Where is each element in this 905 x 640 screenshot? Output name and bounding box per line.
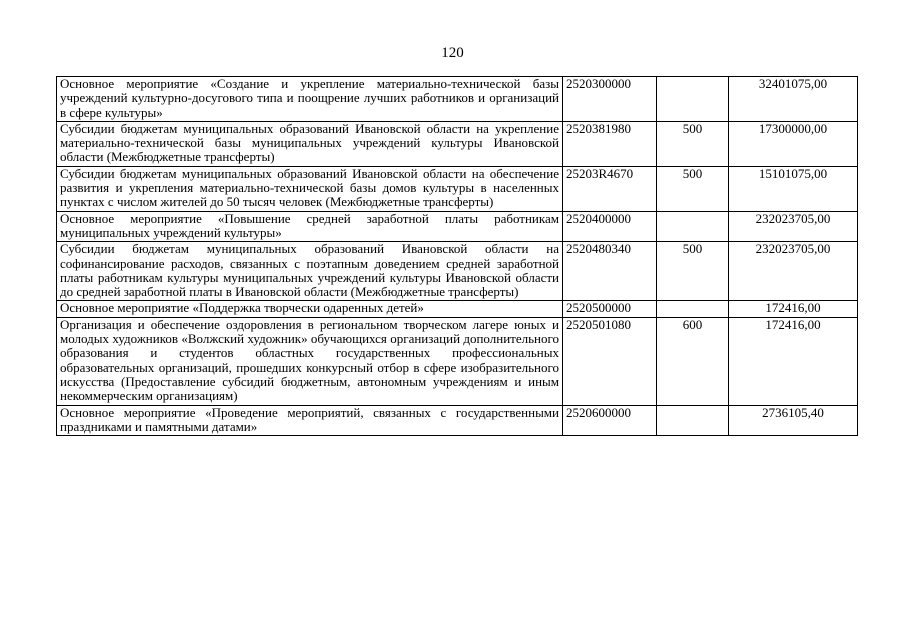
row-amount: 15101075,00 xyxy=(729,166,858,211)
row-type: 500 xyxy=(657,121,729,166)
row-amount: 172416,00 xyxy=(729,317,858,405)
row-name: Основное мероприятие «Проведение мероприятий, связанных с государственными праздниками и памятными датами» xyxy=(57,405,563,436)
row-name: Основное мероприятие «Повышение средней заработной платы работникам муниципальных учреждений культуры» xyxy=(57,211,563,242)
row-name: Субсидии бюджетам муниципальных образований Ивановской области на софинансирование расходов, связанных с поэтапным доведением средней заработной платы работникам культуры муниципальных учреждений культуры Ивановской области до средней заработной платы в Ивановской области (Межбюджетные трансферты) xyxy=(57,242,563,301)
row-amount: 172416,00 xyxy=(729,301,858,317)
table-row xyxy=(57,166,858,211)
row-code: 2520381980 xyxy=(563,121,657,166)
row-amount: 232023705,00 xyxy=(729,242,858,301)
table-row xyxy=(57,405,858,436)
table-row xyxy=(57,121,858,166)
row-type: 500 xyxy=(657,166,729,211)
row-amount: 32401075,00 xyxy=(729,77,858,122)
table-row xyxy=(57,301,858,317)
page-number: 120 xyxy=(441,45,464,61)
row-amount: 2736105,40 xyxy=(729,405,858,436)
row-type xyxy=(657,405,729,436)
row-name: Организация и обеспечение оздоровления в региональном творческом лагере юных и молодых художников «Волжский художник» обучающихся организаций дополнительного образования и студентов областных государственных профессиональных образовательных организаций, прошедших конкурсный отбор в сфере изобразительного искусства (Предоставление субсидий бюджетным, автономным учреждениям и иным некоммерческим организациям) xyxy=(57,317,563,405)
row-amount: 17300000,00 xyxy=(729,121,858,166)
budget-table xyxy=(56,76,858,436)
table-row xyxy=(57,77,858,122)
row-type xyxy=(657,211,729,242)
row-code: 2520400000 xyxy=(563,211,657,242)
row-type xyxy=(657,301,729,317)
row-name: Субсидии бюджетам муниципальных образований Ивановской области на укрепление материально-технической базы муниципальных учреждений культуры Ивановской области (Межбюджетные трансферты) xyxy=(57,121,563,166)
table-row xyxy=(57,317,858,405)
row-type: 500 xyxy=(657,242,729,301)
row-type xyxy=(657,77,729,122)
row-code: 2520500000 xyxy=(563,301,657,317)
row-code: 2520600000 xyxy=(563,405,657,436)
table-row xyxy=(57,211,858,242)
row-type: 600 xyxy=(657,317,729,405)
row-name: Основное мероприятие «Поддержка творчески одаренных детей» xyxy=(57,301,563,317)
row-name: Основное мероприятие «Создание и укрепление материально-технической базы учреждений культурно-досугового типа и поощрение лучших работников и организаций в сфере культуры» xyxy=(57,77,563,122)
row-name: Субсидии бюджетам муниципальных образований Ивановской области на обеспечение развития и укрепления материально-технической базы домов культуры в населенных пунктах с числом жителей до 50 тысяч человек (Межбюджетные трансферты) xyxy=(57,166,563,211)
row-code: 2520480340 xyxy=(563,242,657,301)
row-code: 25203R4670 xyxy=(563,166,657,211)
row-amount: 232023705,00 xyxy=(729,211,858,242)
table-row xyxy=(57,242,858,301)
row-code: 2520501080 xyxy=(563,317,657,405)
row-code: 2520300000 xyxy=(563,77,657,122)
